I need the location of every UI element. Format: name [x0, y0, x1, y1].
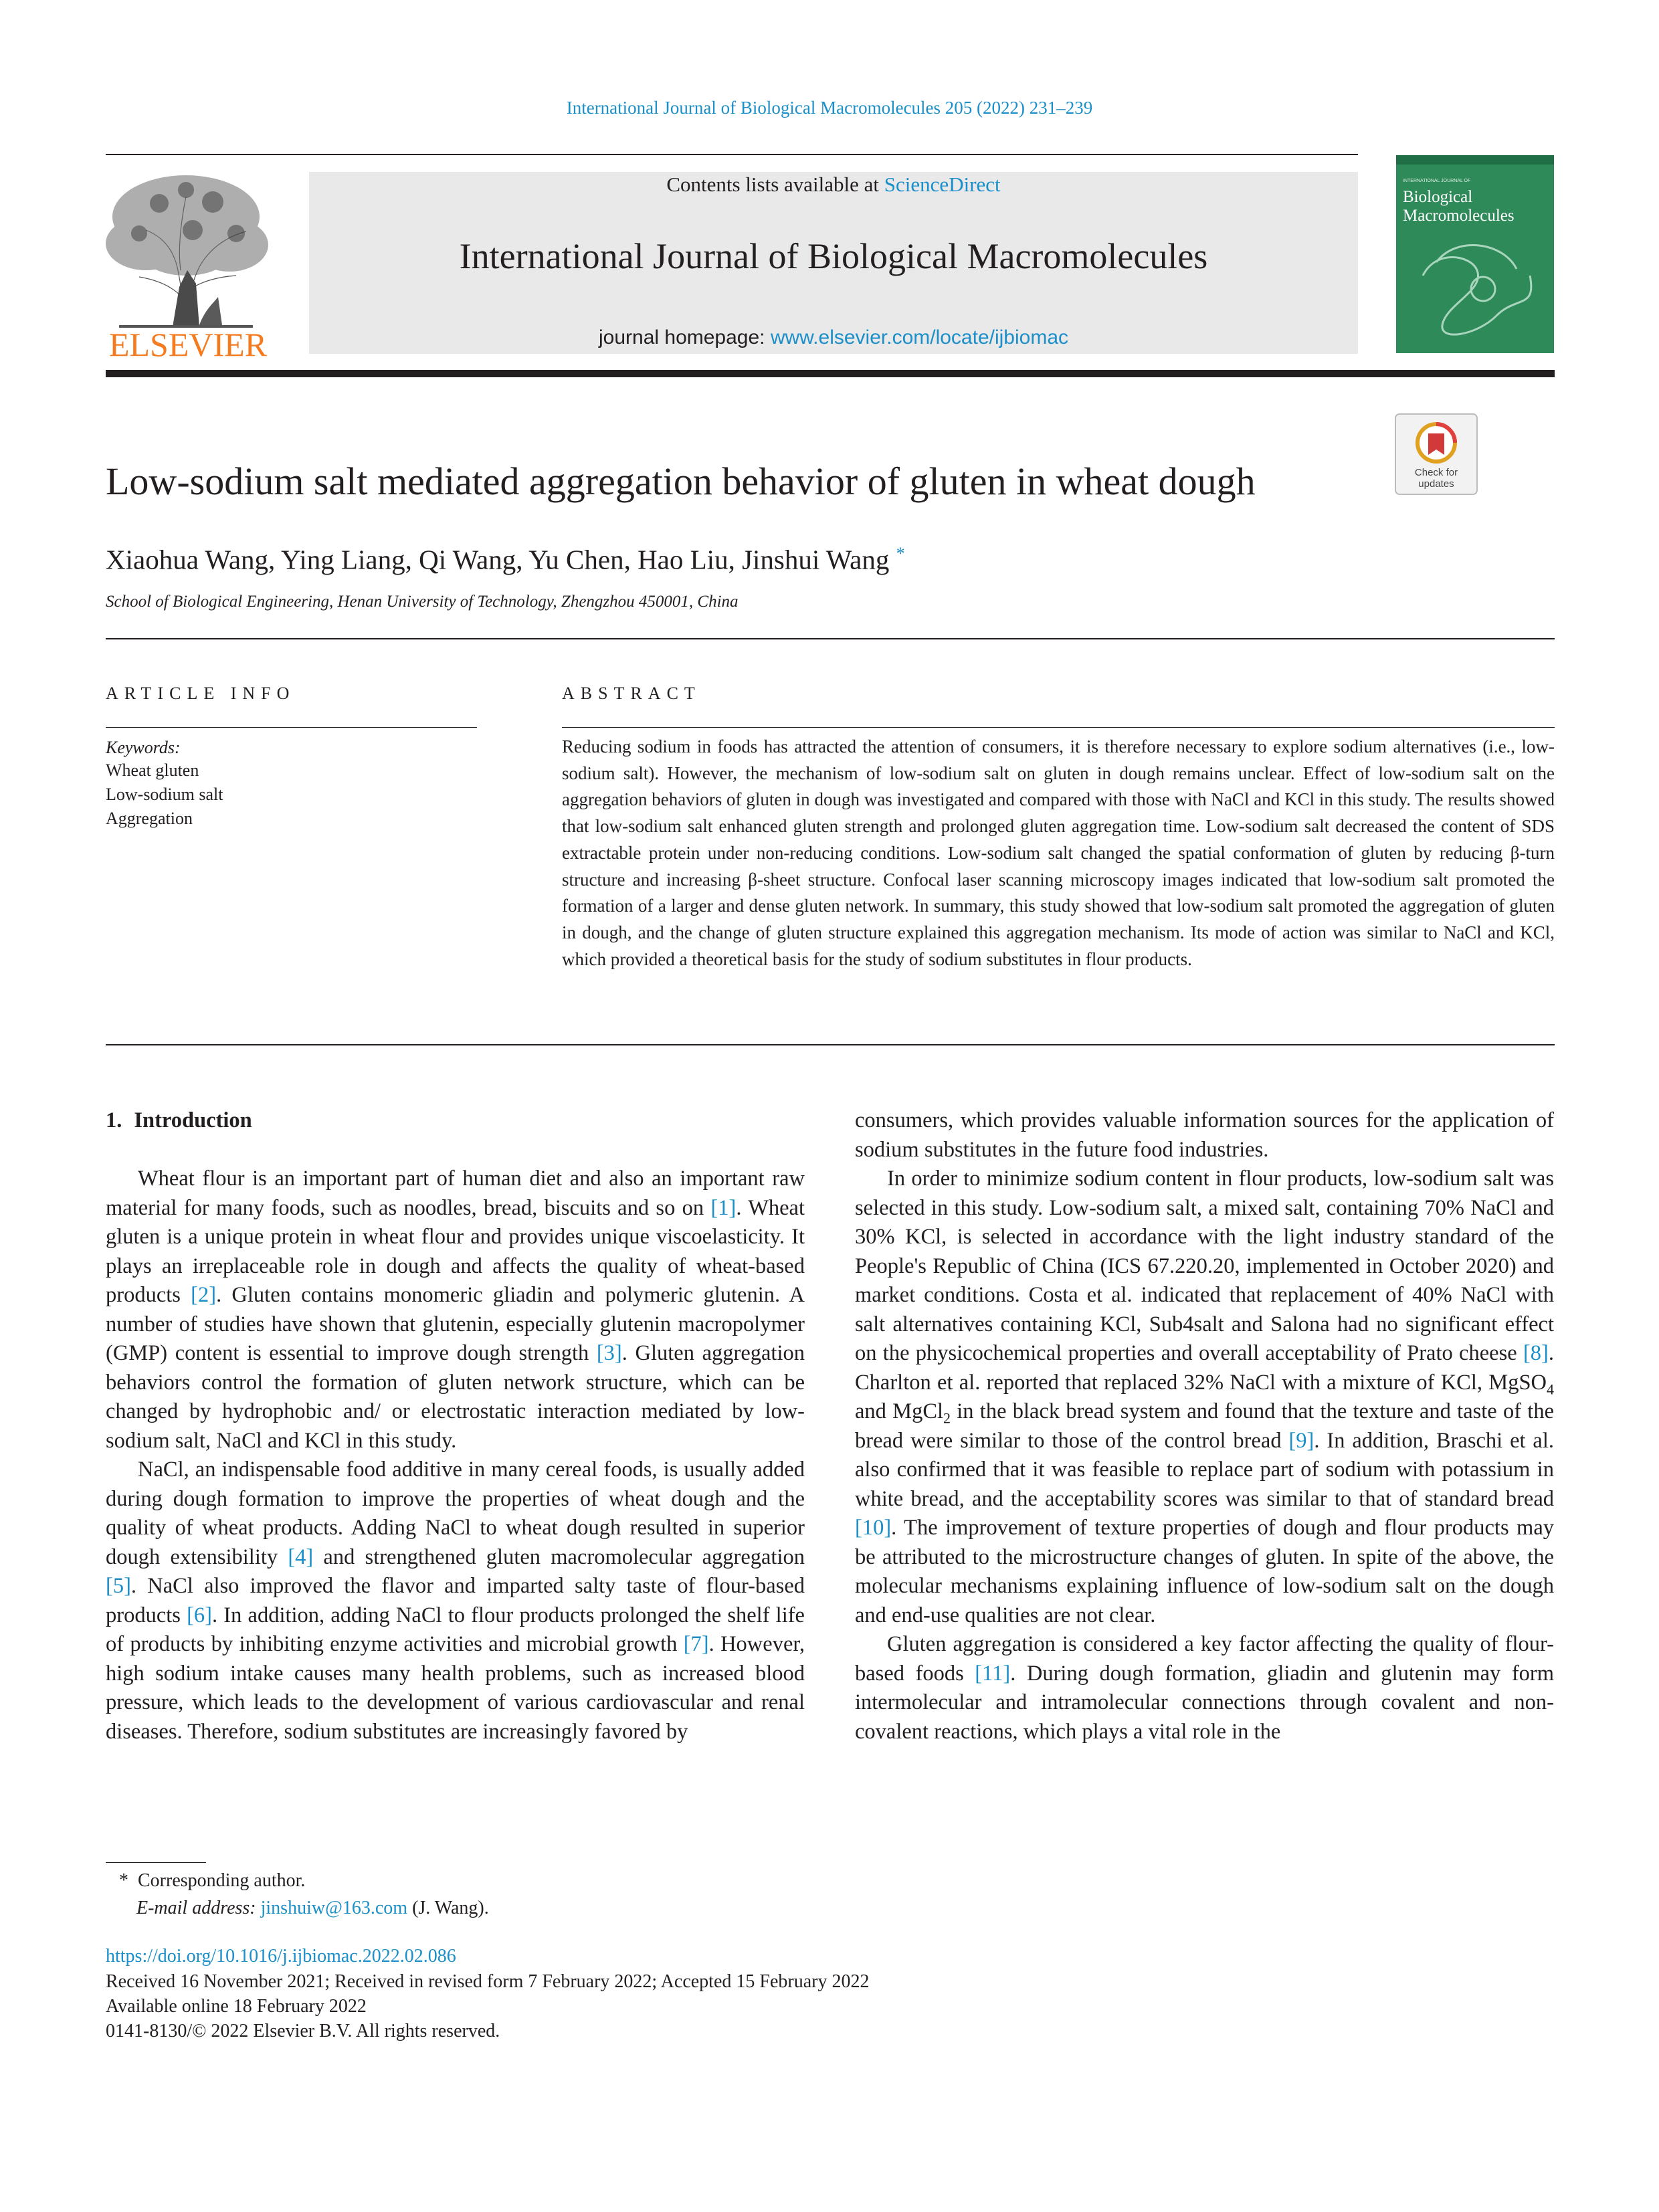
elsevier-wordmark: ELSEVIER	[108, 326, 268, 363]
check-for-updates-badge[interactable]	[1395, 413, 1478, 495]
check-updates-line2: updates	[1418, 478, 1454, 490]
paragraph	[106, 1455, 805, 1746]
paragraph	[855, 1165, 1554, 1630]
paragraph	[106, 1165, 805, 1455]
text-run: Gluten aggregation is considered a key factor affecting the quality of flour-based foods	[855, 1632, 1554, 1686]
abstract-bottom-rule	[106, 1044, 1555, 1045]
body-column-left	[106, 1106, 805, 1746]
copyright-notice: 0141-8130/© 2022 Elsevier B.V. All rights reserved.	[106, 2021, 500, 2041]
citation-link[interactable]: [1]	[710, 1195, 737, 1220]
text-run: . NaCl also improved the flavor and imparted salty taste of flour-based products	[106, 1574, 805, 1627]
running-header[interactable]: International Journal of Biological Macromolecules 205 (2022) 231–239	[566, 98, 1093, 118]
citation-link[interactable]: [8]	[1523, 1341, 1549, 1365]
contents-available-line	[309, 171, 1358, 198]
text-run: . Gluten aggregation behaviors control the formation of gluten network structure, which can be changed by hydrophobic and/ or electrostatic interaction mediated by low-sodium salt, NaCl and KCl in this study.	[106, 1341, 805, 1453]
section-number: 1.	[106, 1108, 122, 1132]
text-run: . The improvement of texture properties of dough and flour products may be attributed to the microstructure changes of gluten. In spite of the above, the molecular mechanisms explaining influence of low-sodium salt on the dough and end-use qualities are not clear.	[855, 1516, 1554, 1627]
abstract-rule	[562, 727, 1555, 728]
authors-text: Xiaohua Wang, Ying Liang, Qi Wang, Yu Chen, Hao Liu, Jinshui Wang	[106, 544, 890, 575]
text-run: . During dough formation, gliadin and glutenin may form intermolecular and intramolecular connections through covalent and non-covalent reactions, which plays a vital role in the	[855, 1661, 1554, 1744]
affiliation: School of Biological Engineering, Henan University of Technology, Zhengzhou 450001, China	[106, 593, 739, 611]
paragraph-continued: consumers, which provides valuable information sources for the application of sodium substitutes in the future food industries.	[855, 1108, 1554, 1162]
text-run: . However, high sodium intake causes many health problems, such as increased blood pressure, which leads to the development of various cardiovascular and renal diseases. Therefore, sodium substitutes are increasingly favored by	[106, 1632, 805, 1744]
text-run: . Wheat gluten is a unique protein in wheat flour and provides unique viscoelasticity. It plays an irreplaceable role in dough and affects the quality of wheat-based products	[106, 1195, 805, 1307]
section-heading	[106, 1106, 805, 1136]
citation-link[interactable]: [6]	[187, 1603, 212, 1627]
citation-link[interactable]: [3]	[596, 1341, 622, 1365]
text-run: In order to minimize sodium content in flour products, low-sodium salt was selected in this study. Low-sodium salt, a mixed salt, containing 70% NaCl and 30% KCl, is selected in accordance with the light industry standard of the People's Republic of China (ICS 67.220.20, implemented in October 2020) and market conditions. Costa et al. indicated that replacement of 40% NaCl with salt alternatives containing KCl, Sub4salt and Salona had no significant effect on the physicochemical properties and overall acceptability of Prato cheese	[855, 1167, 1554, 1365]
citation-link[interactable]: [10]	[855, 1516, 892, 1540]
text-run: Wheat flour is an important part of human diet and also an important raw material for many foods, such as noodles, bread, biscuits and so on	[106, 1167, 805, 1220]
footnote-text: Corresponding author.	[138, 1870, 306, 1891]
footnote-mark: *	[119, 1870, 128, 1891]
header-rule	[106, 154, 1358, 155]
received-dates: Received 16 November 2021; Received in revised form 7 February 2022; Accepted 15 February 2022	[106, 1971, 870, 1992]
contents-prefix: Contents lists available at	[666, 173, 884, 196]
paper-title: Low-sodium salt mediated aggregation behavior of gluten in wheat dough	[106, 460, 1256, 503]
available-online-date: Available online 18 February 2022	[106, 1996, 367, 2017]
article-info-heading: ARTICLE INFO	[106, 684, 296, 703]
citation-link[interactable]: [9]	[1288, 1428, 1314, 1453]
journal-cover-image[interactable]	[1396, 155, 1554, 353]
citation-link[interactable]: [5]	[106, 1574, 131, 1598]
cover-title-line1: Biological	[1403, 188, 1473, 206]
affiliation-rule	[106, 638, 1555, 639]
body-column-right	[855, 1106, 1554, 1746]
email-label: E-mail address:	[136, 1898, 256, 1918]
text-run: NaCl, an indispensable food additive in many cereal foods, is usually added during dough formation to improve the properties of wheat dough and the quality of wheat products. Adding NaCl to wheat dough resulted in superior dough extensibility	[106, 1457, 805, 1569]
citation-link[interactable]: [4]	[288, 1544, 314, 1569]
author-list	[106, 535, 1377, 579]
text-run: . In addition, adding NaCl to flour products prolonged the shelf life of products by inhibiting enzyme activities and microbial growth	[106, 1603, 805, 1656]
citation-link[interactable]: [2]	[191, 1283, 217, 1307]
sciencedirect-link[interactable]: ScienceDirect	[884, 173, 1001, 196]
keyword-item: Wheat gluten	[106, 761, 199, 780]
subscript: 2	[943, 1409, 951, 1427]
citation-link[interactable]: [7]	[683, 1632, 709, 1656]
abstract-text: Reducing sodium in foods has attracted the attention of consumers, it is therefore necessary to explore sodium alternatives (i.e., low-sodium salt). However, the mechanism of low-sodium salt on gluten in dough remains unclear. Effect of low-sodium salt on the aggregation behaviors of gluten in dough was investigated and compared with those with NaCl and KCl in this study. The results showed that low-sodium salt enhanced gluten strength and prolonged gluten aggregation time. Low-sodium salt decreased the content of SDS extractable protein under non-reducing conditions. Low-sodium salt changed the spatial conformation of gluten by reducing β-turn structure and increasing β-sheet structure. Confocal laser scanning microscopy images indicated that low-sodium salt promoted the formation of a larger and dense gluten network. In summary, this study showed that low-sodium salt promoted the aggregation of gluten in dough, and the change of gluten structure explained this aggregation mechanism. Its mode of action was similar to NaCl and KCl, which provided a theoretical basis for the study of sodium substitutes in flour products.	[562, 736, 1555, 969]
citation-link[interactable]: [11]	[975, 1661, 1011, 1686]
keyword-item: Aggregation	[106, 809, 193, 828]
keywords-list	[106, 759, 223, 831]
section-title: Introduction	[134, 1108, 252, 1132]
footnote-rule	[106, 1862, 206, 1863]
cover-title-line2: Macromolecules	[1403, 207, 1515, 225]
masthead-thick-rule	[106, 370, 1555, 377]
subscript: 4	[1547, 1381, 1554, 1397]
email-link[interactable]: jinshuiw@163.com	[260, 1898, 408, 1918]
doi-link[interactable]: https://doi.org/10.1016/j.ijbiomac.2022.02.086	[106, 1946, 456, 1967]
text-run: . Gluten contains monomeric gliadin and polymeric glutenin. A number of studies have shown that glutenin, especially glutenin macropolymer (GMP) content is essential to improve dough strength	[106, 1283, 805, 1365]
journal-homepage-line	[309, 326, 1358, 349]
check-updates-line1: Check for	[1414, 467, 1458, 478]
text-run: . In addition, Braschi et al. also confirmed that it was feasible to replace part of sodium with potassium in white bread, and the acceptability scores was similar to that of standard bread	[855, 1428, 1554, 1511]
journal-title: International Journal of Biological Macromolecules	[459, 236, 1208, 276]
abstract-heading: ABSTRACT	[562, 684, 701, 703]
email-suffix: (J. Wang).	[407, 1898, 489, 1918]
journal-homepage-link[interactable]: www.elsevier.com/locate/ijbiomac	[770, 326, 1069, 348]
text-run: and strengthened gluten macromolecular aggregation	[313, 1544, 805, 1569]
article-info-rule	[106, 727, 477, 728]
text-run: in the black bread system and found that the texture and taste of the bread were similar to those of the control bread	[855, 1399, 1554, 1453]
keyword-item: Low-sodium salt	[106, 785, 223, 804]
cover-supertitle: INTERNATIONAL JOURNAL OF	[1403, 179, 1471, 183]
email-note	[136, 1895, 489, 1922]
keywords-label: Keywords:	[106, 738, 181, 757]
text-run: . Charlton et al. reported that replaced 32% NaCl with a mixture of KCl, MgSO	[855, 1341, 1554, 1395]
text-run: and MgCl	[855, 1399, 944, 1423]
corresponding-author-note	[119, 1868, 305, 1894]
paragraph	[855, 1630, 1554, 1746]
homepage-prefix: journal homepage:	[598, 326, 771, 348]
corresponding-author-mark[interactable]: *	[896, 544, 905, 563]
